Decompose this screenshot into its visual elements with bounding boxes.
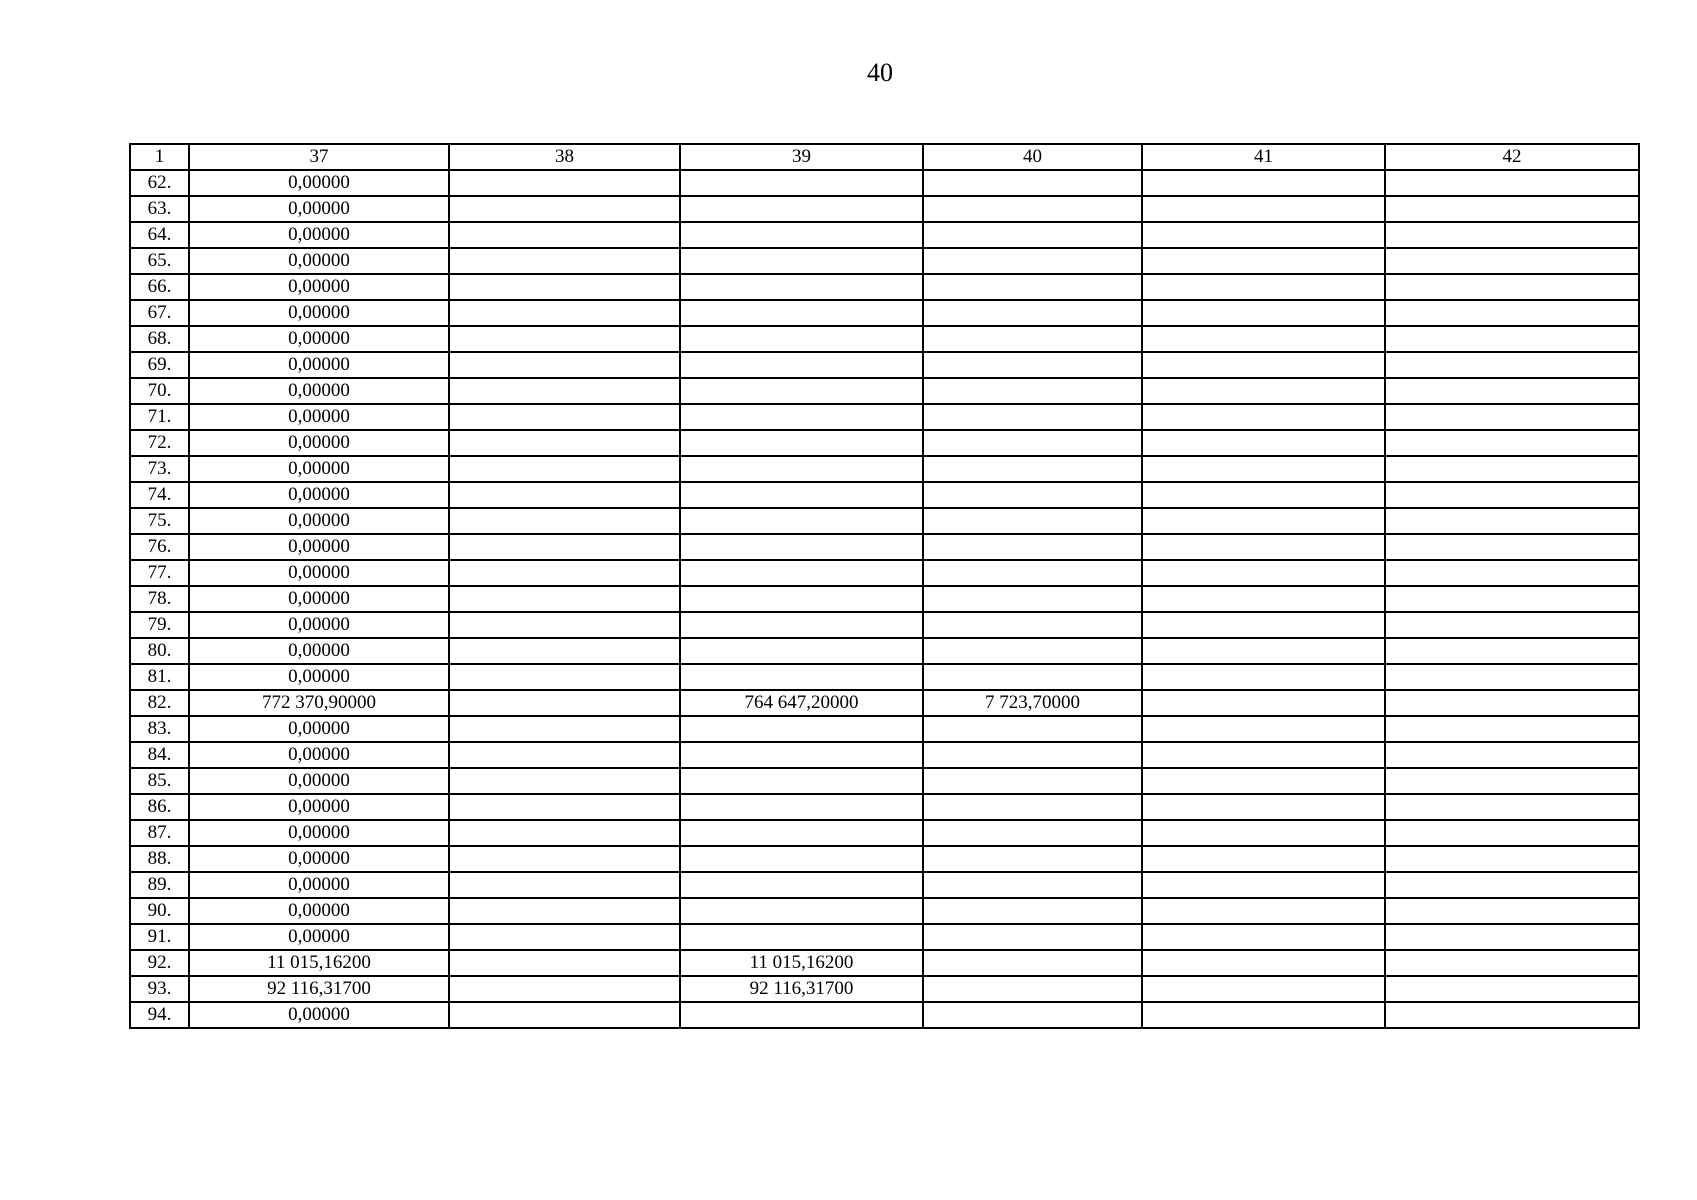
table-row [130, 404, 1639, 430]
table-cell [1385, 612, 1639, 638]
table-cell [923, 794, 1142, 820]
table-cell [449, 274, 680, 300]
table-cell [923, 248, 1142, 274]
table-cell [449, 898, 680, 924]
table-cell [1142, 508, 1385, 534]
table-cell [449, 196, 680, 222]
table-cell: 0,00000 [189, 768, 449, 794]
table-row [130, 794, 1639, 820]
table-row [130, 508, 1639, 534]
table-cell [680, 404, 923, 430]
table-cell: 0,00000 [189, 274, 449, 300]
table-cell [923, 950, 1142, 976]
table-cell [449, 768, 680, 794]
table-cell [923, 430, 1142, 456]
column-header: 40 [923, 144, 1142, 170]
table-cell [1385, 1002, 1639, 1028]
table-cell [1142, 742, 1385, 768]
table-cell [923, 326, 1142, 352]
table-cell [1142, 274, 1385, 300]
table-cell [680, 898, 923, 924]
table-cell [449, 534, 680, 560]
column-header: 37 [189, 144, 449, 170]
table-cell [680, 222, 923, 248]
table-cell [1142, 768, 1385, 794]
table-cell [680, 716, 923, 742]
table-cell [1385, 508, 1639, 534]
table-cell [1385, 898, 1639, 924]
table-cell [680, 924, 923, 950]
table-cell: 0,00000 [189, 820, 449, 846]
table-row [130, 924, 1639, 950]
table-cell [449, 612, 680, 638]
table-cell [1142, 950, 1385, 976]
column-header: 39 [680, 144, 923, 170]
table-cell [1142, 1002, 1385, 1028]
table-cell [449, 586, 680, 612]
table-cell [1385, 716, 1639, 742]
table-cell [1385, 170, 1639, 196]
table-cell: 0,00000 [189, 586, 449, 612]
column-header: 42 [1385, 144, 1639, 170]
table-cell [680, 820, 923, 846]
table-cell [449, 690, 680, 716]
table-cell [449, 352, 680, 378]
table-cell [449, 924, 680, 950]
table-cell [923, 768, 1142, 794]
table-cell [1142, 404, 1385, 430]
table-cell [1385, 638, 1639, 664]
table-row [130, 716, 1639, 742]
row-number-cell: 94. [130, 1002, 189, 1028]
table-cell [680, 872, 923, 898]
table-cell [449, 664, 680, 690]
table-cell [1142, 794, 1385, 820]
table-cell [449, 1002, 680, 1028]
row-number-cell: 75. [130, 508, 189, 534]
table-cell [1385, 300, 1639, 326]
table-cell [1142, 898, 1385, 924]
table-cell [1385, 248, 1639, 274]
table-cell [680, 482, 923, 508]
table-cell [923, 820, 1142, 846]
table-cell [680, 300, 923, 326]
table-cell [1385, 586, 1639, 612]
table-cell [1385, 456, 1639, 482]
table-cell [1385, 378, 1639, 404]
table-cell [680, 456, 923, 482]
row-number-cell: 83. [130, 716, 189, 742]
table-cell [1142, 326, 1385, 352]
column-header: 38 [449, 144, 680, 170]
table-cell [1142, 456, 1385, 482]
table-cell [1385, 794, 1639, 820]
table-cell [923, 378, 1142, 404]
table-cell [923, 1002, 1142, 1028]
table-row [130, 976, 1639, 1002]
table-cell [1142, 248, 1385, 274]
table-cell [680, 378, 923, 404]
table-cell [923, 664, 1142, 690]
table-cell [1385, 534, 1639, 560]
table-cell [923, 274, 1142, 300]
table-row [130, 534, 1639, 560]
row-number-cell: 82. [130, 690, 189, 716]
table-row [130, 196, 1639, 222]
table-cell [449, 456, 680, 482]
table-cell: 772 370,90000 [189, 690, 449, 716]
table-cell [923, 872, 1142, 898]
table-cell [680, 248, 923, 274]
table-cell: 11 015,16200 [189, 950, 449, 976]
table-cell [680, 326, 923, 352]
table-row [130, 768, 1639, 794]
table-row [130, 248, 1639, 274]
row-number-cell: 85. [130, 768, 189, 794]
table-cell: 0,00000 [189, 872, 449, 898]
table-cell [1142, 586, 1385, 612]
table-row [130, 586, 1639, 612]
table-cell [1385, 976, 1639, 1002]
table-cell: 0,00000 [189, 378, 449, 404]
table-cell [1142, 196, 1385, 222]
row-number-cell: 69. [130, 352, 189, 378]
table-cell [680, 1002, 923, 1028]
table-cell [680, 664, 923, 690]
table-cell [923, 508, 1142, 534]
table-cell [923, 924, 1142, 950]
table-cell [449, 508, 680, 534]
table-cell [1385, 872, 1639, 898]
row-number-cell: 62. [130, 170, 189, 196]
table-row [130, 274, 1639, 300]
table-cell [923, 976, 1142, 1002]
table-row [130, 352, 1639, 378]
table-cell [449, 976, 680, 1002]
table-cell: 0,00000 [189, 248, 449, 274]
table-body [130, 144, 1639, 1028]
table-row [130, 300, 1639, 326]
table-cell [923, 170, 1142, 196]
table-cell [923, 612, 1142, 638]
row-number-cell: 81. [130, 664, 189, 690]
table-cell [1385, 352, 1639, 378]
table-cell [1385, 274, 1639, 300]
row-number-cell: 64. [130, 222, 189, 248]
table-cell [1385, 404, 1639, 430]
table-cell [923, 222, 1142, 248]
table-cell [1142, 638, 1385, 664]
row-number-cell: 90. [130, 898, 189, 924]
table-cell [449, 872, 680, 898]
table-cell [1385, 768, 1639, 794]
row-number-cell: 76. [130, 534, 189, 560]
table-cell: 0,00000 [189, 1002, 449, 1028]
row-number-cell: 87. [130, 820, 189, 846]
table-row [130, 820, 1639, 846]
table-cell: 0,00000 [189, 404, 449, 430]
table-cell [680, 638, 923, 664]
table-cell: 0,00000 [189, 924, 449, 950]
table-cell: 0,00000 [189, 794, 449, 820]
table-cell: 0,00000 [189, 482, 449, 508]
table-cell [923, 586, 1142, 612]
table-cell [923, 898, 1142, 924]
table-cell [449, 248, 680, 274]
table-row [130, 170, 1639, 196]
table-cell [680, 794, 923, 820]
table-cell [1142, 664, 1385, 690]
table-cell [1142, 300, 1385, 326]
table-cell: 7 723,70000 [923, 690, 1142, 716]
table-cell [1142, 846, 1385, 872]
table-cell: 0,00000 [189, 612, 449, 638]
table-cell [923, 196, 1142, 222]
table-cell [680, 508, 923, 534]
table-row [130, 1002, 1639, 1028]
row-number-cell: 77. [130, 560, 189, 586]
table-cell [680, 846, 923, 872]
table-cell: 0,00000 [189, 326, 449, 352]
table-cell [1142, 534, 1385, 560]
row-number-cell: 70. [130, 378, 189, 404]
table-cell [449, 716, 680, 742]
table-row [130, 872, 1639, 898]
row-number-cell: 79. [130, 612, 189, 638]
table-cell [449, 404, 680, 430]
page-number: 40 [867, 58, 893, 87]
table-row [130, 898, 1639, 924]
row-number-cell: 72. [130, 430, 189, 456]
table-cell: 0,00000 [189, 300, 449, 326]
table-cell [923, 742, 1142, 768]
table-cell [923, 456, 1142, 482]
table-cell [1142, 170, 1385, 196]
table-row [130, 690, 1639, 716]
table-cell [680, 534, 923, 560]
table-cell [449, 300, 680, 326]
table-cell [1385, 482, 1639, 508]
table-cell [1142, 924, 1385, 950]
row-number-cell: 73. [130, 456, 189, 482]
table-cell: 0,00000 [189, 352, 449, 378]
table-cell [1385, 560, 1639, 586]
table-cell [449, 820, 680, 846]
table-cell: 92 116,31700 [189, 976, 449, 1002]
table-cell: 0,00000 [189, 196, 449, 222]
row-number-cell: 67. [130, 300, 189, 326]
table-cell: 764 647,20000 [680, 690, 923, 716]
table-cell [449, 482, 680, 508]
data-table [129, 143, 1640, 1029]
table-cell [449, 378, 680, 404]
table-cell [1385, 664, 1639, 690]
row-number-cell: 86. [130, 794, 189, 820]
table-cell [680, 742, 923, 768]
table-cell [1142, 378, 1385, 404]
table-cell [1142, 482, 1385, 508]
row-number-cell: 68. [130, 326, 189, 352]
table-cell [680, 196, 923, 222]
table-cell [449, 742, 680, 768]
table-cell [680, 274, 923, 300]
table-cell [1142, 820, 1385, 846]
table-cell [449, 638, 680, 664]
table-cell [1142, 430, 1385, 456]
table-row [130, 742, 1639, 768]
row-number-cell: 63. [130, 196, 189, 222]
table-cell [449, 846, 680, 872]
table-cell [680, 612, 923, 638]
table-cell [923, 404, 1142, 430]
column-header: 1 [130, 144, 189, 170]
row-number-cell: 65. [130, 248, 189, 274]
table-row [130, 664, 1639, 690]
table-row [130, 612, 1639, 638]
table-cell: 0,00000 [189, 508, 449, 534]
table-row [130, 482, 1639, 508]
row-number-cell: 78. [130, 586, 189, 612]
table-cell: 0,00000 [189, 534, 449, 560]
table-cell [449, 326, 680, 352]
table-cell [1385, 690, 1639, 716]
table-cell [1385, 820, 1639, 846]
table-cell [1142, 352, 1385, 378]
table-cell [1385, 742, 1639, 768]
table-cell: 11 015,16200 [680, 950, 923, 976]
table-cell [449, 560, 680, 586]
table-cell [449, 430, 680, 456]
table-row [130, 456, 1639, 482]
table-cell: 0,00000 [189, 456, 449, 482]
table-cell [680, 586, 923, 612]
table-row [130, 378, 1639, 404]
table-cell [923, 482, 1142, 508]
table-row [130, 846, 1639, 872]
table-cell [1385, 950, 1639, 976]
table-cell: 92 116,31700 [680, 976, 923, 1002]
row-number-cell: 71. [130, 404, 189, 430]
table-cell [449, 170, 680, 196]
table-cell [923, 352, 1142, 378]
table-cell [1385, 924, 1639, 950]
table-cell [1142, 716, 1385, 742]
table-cell: 0,00000 [189, 664, 449, 690]
table-cell [923, 716, 1142, 742]
table-cell [1142, 612, 1385, 638]
table-cell [1385, 846, 1639, 872]
table-cell [1385, 430, 1639, 456]
row-number-cell: 84. [130, 742, 189, 768]
table-cell [680, 560, 923, 586]
table-cell [923, 534, 1142, 560]
table-cell [923, 300, 1142, 326]
table-cell [923, 846, 1142, 872]
table-row [130, 560, 1639, 586]
table-cell [1142, 560, 1385, 586]
table-cell [1142, 690, 1385, 716]
row-number-cell: 88. [130, 846, 189, 872]
table-row [130, 950, 1639, 976]
row-number-cell: 93. [130, 976, 189, 1002]
table-cell [1142, 872, 1385, 898]
table-cell [680, 768, 923, 794]
table-cell [449, 950, 680, 976]
table-cell [1385, 326, 1639, 352]
table-cell: 0,00000 [189, 222, 449, 248]
table-cell: 0,00000 [189, 430, 449, 456]
table-cell [680, 170, 923, 196]
table-row [130, 222, 1639, 248]
table-cell [680, 430, 923, 456]
table-cell [680, 352, 923, 378]
table-cell [1142, 222, 1385, 248]
table-cell: 0,00000 [189, 898, 449, 924]
row-number-cell: 91. [130, 924, 189, 950]
row-number-cell: 92. [130, 950, 189, 976]
table-cell [923, 638, 1142, 664]
table-cell [449, 222, 680, 248]
table-cell [1385, 196, 1639, 222]
table-cell [1142, 976, 1385, 1002]
column-header: 41 [1142, 144, 1385, 170]
table-cell: 0,00000 [189, 560, 449, 586]
row-number-cell: 74. [130, 482, 189, 508]
table-cell [449, 794, 680, 820]
table-cell [1385, 222, 1639, 248]
row-number-cell: 66. [130, 274, 189, 300]
table-row [130, 326, 1639, 352]
table-cell: 0,00000 [189, 170, 449, 196]
table-cell: 0,00000 [189, 742, 449, 768]
table-cell: 0,00000 [189, 846, 449, 872]
table-cell [923, 560, 1142, 586]
row-number-cell: 89. [130, 872, 189, 898]
table-row [130, 638, 1639, 664]
table-cell: 0,00000 [189, 638, 449, 664]
table-row [130, 430, 1639, 456]
row-number-cell: 80. [130, 638, 189, 664]
table-cell: 0,00000 [189, 716, 449, 742]
table-header-row [130, 144, 1639, 170]
